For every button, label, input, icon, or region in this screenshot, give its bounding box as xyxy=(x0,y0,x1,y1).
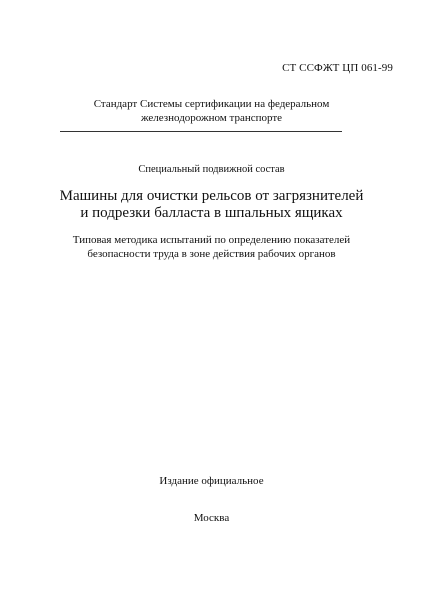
document-subtitle xyxy=(0,234,423,261)
standard-header-line-1: Стандарт Системы сертификации на федеральном xyxy=(93,98,330,110)
standard-header-line-2: железнодорожном транспорте xyxy=(140,112,283,124)
horizontal-divider xyxy=(60,131,342,132)
standard-header xyxy=(0,97,423,125)
document-title-line-1: Машины для очистки рельсов от загрязнителей xyxy=(59,188,364,204)
category-label: Специальный подвижной состав xyxy=(138,164,285,175)
edition-label: Издание официальное xyxy=(159,475,264,487)
document-subtitle-line-1: Типовая методика испытаний по определению показателей xyxy=(72,234,351,246)
document-subtitle-line-2: безопасности труда в зоне действия рабочих органов xyxy=(87,247,336,260)
document-title xyxy=(0,188,423,222)
city-label: Москва xyxy=(193,512,230,524)
document-title-line-2: и подрезки балласта в шпальных ящиках xyxy=(80,205,343,221)
document-code: СТ ССФЖТ ЦП 061-99 xyxy=(282,62,393,74)
